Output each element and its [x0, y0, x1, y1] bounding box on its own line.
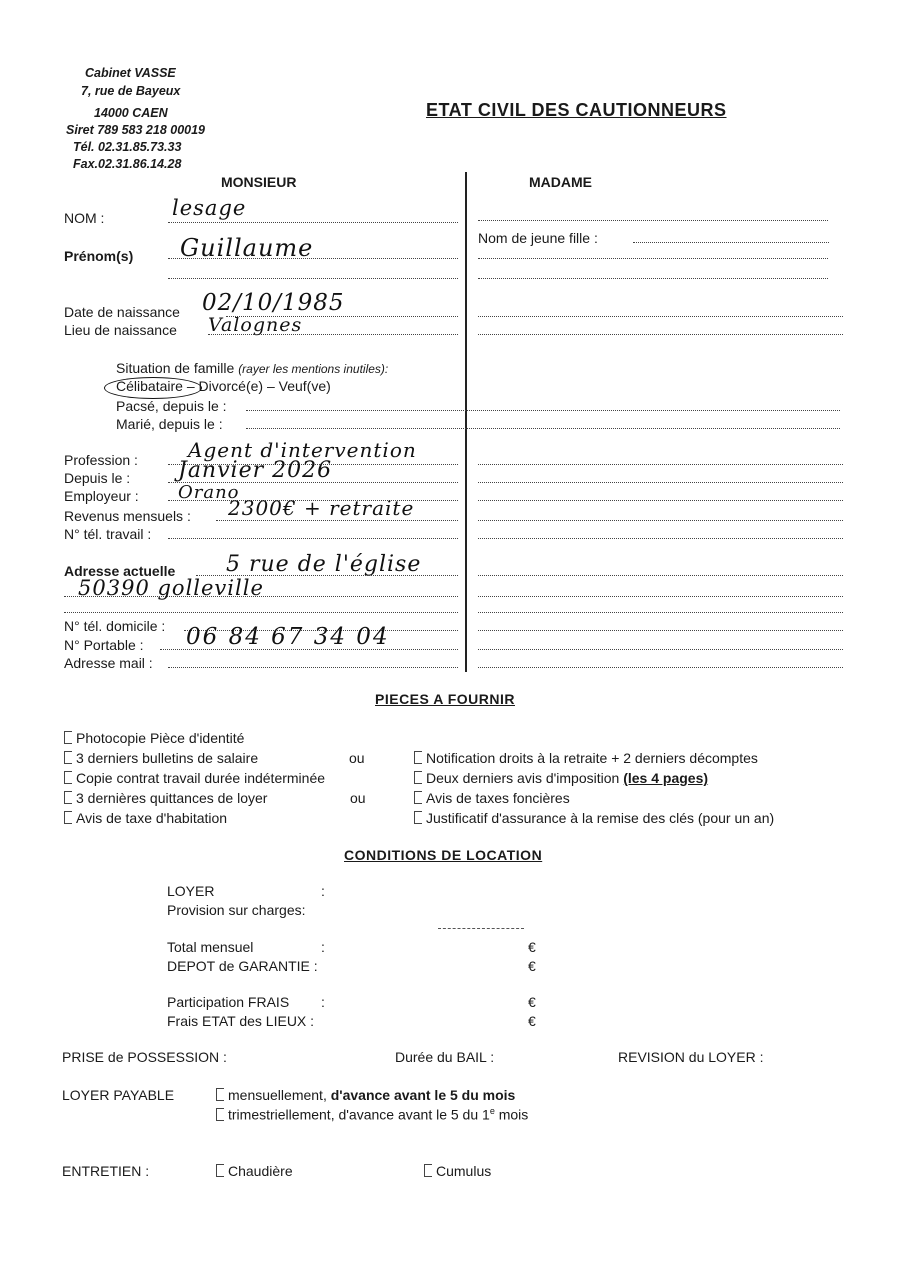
pieces-title: PIECES A FOURNIR: [375, 691, 515, 707]
piece-left-2-label: Copie contrat travail durée indéterminée: [76, 770, 326, 786]
chaudiere-text: Chaudière: [228, 1163, 293, 1179]
madame-lieu-line: [478, 334, 843, 335]
mail-label: Adresse mail :: [64, 655, 153, 671]
lieu-naissance-label: Lieu de naissance: [64, 322, 177, 338]
lieu-naissance-value[interactable]: Valognes: [208, 314, 303, 336]
piece-right-2-label: Avis de taxes foncières: [426, 790, 570, 806]
piece-left-2[interactable]: [64, 770, 325, 786]
conditions-title: CONDITIONS DE LOCATION: [344, 847, 543, 863]
piece-left-4-label: Avis de taxe d'habitation: [76, 810, 228, 826]
checkbox-icon: [64, 751, 72, 764]
prenom-label: Prénom(s): [64, 248, 134, 264]
nom-jeune-fille-label: Nom de jeune fille :: [478, 230, 598, 246]
entretien-label: ENTRETIEN :: [62, 1163, 150, 1179]
madame-depuis-line: [478, 482, 843, 483]
piece-right-1[interactable]: [414, 770, 708, 786]
total-euro: €: [528, 939, 536, 955]
pacse-label: Pacsé, depuis le :: [116, 398, 227, 414]
piece-right-1-label: Deux derniers avis d'imposition: [426, 770, 620, 786]
duree-label: Durée du BAIL :: [395, 1049, 495, 1065]
pacse-line: [246, 410, 840, 411]
checkbox-icon: [414, 771, 422, 784]
piece-right-0[interactable]: [414, 750, 758, 766]
piece-left-3[interactable]: [64, 790, 267, 806]
trimestriel-text: trimestriellement, d'avance avant le 5 du 1: [228, 1106, 490, 1123]
madame-adresse-line-1: [478, 575, 843, 576]
loyer-label: LOYER: [167, 883, 215, 899]
cabinet-fax: Fax.02.31.86.14.28: [73, 157, 182, 171]
marie-label: Marié, depuis le :: [116, 416, 223, 432]
total-label: Total mensuel: [167, 939, 254, 955]
page-title: ETAT CIVIL DES CAUTIONNEURS: [426, 100, 727, 120]
cabinet-street: 7, rue de Bayeux: [81, 84, 181, 98]
sum-line: [438, 928, 524, 929]
prise-label: PRISE de POSSESSION :: [62, 1049, 227, 1065]
employeur-label: Employeur :: [64, 488, 139, 504]
mail-line: [168, 667, 458, 668]
employeur-value[interactable]: Orano: [178, 482, 240, 503]
portable-value[interactable]: 06 84 67 34 04: [186, 624, 390, 650]
trimestriel-end: mois: [494, 1106, 529, 1123]
checkbox-icon: [414, 811, 422, 824]
madame-employeur-line: [478, 500, 843, 501]
mensuel-text: mensuellement,: [228, 1087, 327, 1103]
divorce-veuf-options[interactable]: – Divorcé(e) – Veuf(ve): [186, 378, 331, 394]
prenom-line-2: [168, 278, 458, 279]
situation-label: [116, 360, 388, 376]
nom-jeune-fille-line: [633, 242, 829, 243]
checkbox-icon: [64, 791, 72, 804]
cumulus-text: Cumulus: [436, 1163, 492, 1179]
madame-revenus-line: [478, 520, 843, 521]
piece-right-3-label: Justificatif d'assurance à la remise des clés (pour un an): [426, 810, 775, 826]
loyer-payable-label: LOYER PAYABLE: [62, 1087, 175, 1103]
lieu-naissance-line: [208, 334, 458, 335]
prenom-value[interactable]: Guillaume: [180, 234, 314, 262]
madame-date-line: [478, 316, 843, 317]
portable-label: N° Portable :: [64, 637, 144, 653]
madame-prenom-line-2: [478, 278, 828, 279]
column-divider: [465, 172, 467, 672]
trimestriel-option[interactable]: [216, 1106, 528, 1123]
depuis-value[interactable]: Janvier 2026: [178, 458, 333, 483]
checkbox-icon: [64, 811, 72, 824]
mensuel-bold: d'avance avant le 5 du mois: [330, 1087, 516, 1103]
chaudiere-option[interactable]: [216, 1163, 293, 1179]
revenus-label: Revenus mensuels :: [64, 508, 191, 524]
cabinet-siret: Siret 789 583 218 00019: [66, 123, 206, 137]
madame-prenom-line: [478, 258, 828, 259]
checkbox-icon: [216, 1164, 224, 1177]
prenom-line: [168, 258, 458, 259]
participation-euro: €: [528, 994, 536, 1010]
adresse-label: Adresse actuelle: [64, 563, 176, 579]
date-naissance-label: Date de naissance: [64, 304, 180, 320]
trimestriel-sup: e: [489, 1106, 495, 1116]
depuis-label: Depuis le :: [64, 470, 131, 486]
situation-note: (rayer les mentions inutiles):: [238, 362, 389, 376]
marie-line: [246, 428, 840, 429]
date-naissance-value[interactable]: 02/10/1985: [202, 290, 345, 316]
checkbox-icon: [424, 1164, 432, 1177]
situation-text: Situation de famille: [116, 360, 235, 376]
adresse-line-2: [64, 596, 458, 597]
madame-tel-travail-line: [478, 538, 843, 539]
piece-right-1-bold: (les 4 pages): [623, 770, 709, 786]
piece-left-1-label: 3 derniers bulletins de salaire: [76, 750, 259, 766]
checkbox-icon: [414, 751, 422, 764]
revenus-value[interactable]: 2300€ + retraite: [228, 496, 415, 520]
column-madame: MADAME: [529, 174, 592, 190]
cumulus-option[interactable]: [424, 1163, 491, 1179]
total-colon: :: [321, 939, 325, 955]
revenus-line: [216, 520, 458, 521]
celibataire-option[interactable]: Célibataire: [116, 378, 183, 394]
provision-label: Provision sur charges:: [167, 902, 306, 918]
column-monsieur: MONSIEUR: [221, 174, 297, 190]
adresse-line-2-value[interactable]: 50390 golleville: [78, 576, 264, 600]
madame-mail-line: [478, 667, 843, 668]
checkbox-icon: [64, 771, 72, 784]
cabinet-tel: Tél. 02.31.85.73.33: [73, 140, 182, 154]
checkbox-icon: [216, 1088, 224, 1101]
madame-adresse-line-3: [478, 612, 843, 613]
participation-colon: :: [321, 994, 325, 1010]
revision-label: REVISION du LOYER :: [618, 1049, 764, 1065]
frais-etat-euro: €: [528, 1013, 536, 1029]
cabinet-name: Cabinet VASSE: [85, 66, 176, 80]
celibataire-circle: [104, 377, 202, 399]
madame-tel-domicile-line: [478, 630, 843, 631]
portable-line: [160, 649, 458, 650]
piece-right-2[interactable]: [414, 790, 570, 806]
ou-label-2: ou: [350, 790, 366, 806]
piece-left-4[interactable]: [64, 810, 227, 826]
cabinet-city: 14000 CAEN: [94, 106, 168, 120]
checkbox-icon: [414, 791, 422, 804]
frais-etat-label: Frais ETAT des LIEUX :: [167, 1013, 315, 1029]
mensuel-option[interactable]: [216, 1087, 515, 1103]
nom-value[interactable]: lesage: [172, 196, 247, 220]
depot-euro: €: [528, 958, 536, 974]
piece-right-3[interactable]: [414, 810, 774, 826]
participation-label: Participation FRAIS: [167, 994, 290, 1010]
tel-travail-line: [168, 538, 458, 539]
tel-domicile-label: N° tél. domicile :: [64, 618, 166, 634]
piece-left-1[interactable]: [64, 750, 258, 766]
piece-left-3-label: 3 dernières quittances de loyer: [76, 790, 268, 806]
checkbox-icon: [64, 731, 72, 744]
loyer-colon: :: [321, 883, 325, 899]
tel-travail-label: N° tél. travail :: [64, 526, 152, 542]
profession-label: Profession :: [64, 452, 138, 468]
checkbox-icon: [216, 1108, 224, 1121]
nom-label: NOM :: [64, 210, 105, 226]
piece-left-0-label: Photocopie Pièce d'identité: [76, 730, 245, 746]
piece-left-0[interactable]: [64, 730, 244, 746]
madame-adresse-line-2: [478, 596, 843, 597]
adresse-line-3: [64, 612, 458, 613]
adresse-line-1-value[interactable]: 5 rue de l'église: [226, 552, 422, 577]
nom-line: [168, 222, 458, 223]
profession-value[interactable]: Agent d'intervention: [188, 438, 417, 462]
depot-label: DEPOT de GARANTIE :: [167, 958, 318, 974]
ou-label-1: ou: [349, 750, 365, 766]
madame-portable-line: [478, 649, 843, 650]
madame-profession-line: [478, 464, 843, 465]
piece-right-0-label: Notification droits à la retraite + 2 derniers décomptes: [426, 750, 758, 766]
madame-nom-line: [478, 220, 828, 221]
